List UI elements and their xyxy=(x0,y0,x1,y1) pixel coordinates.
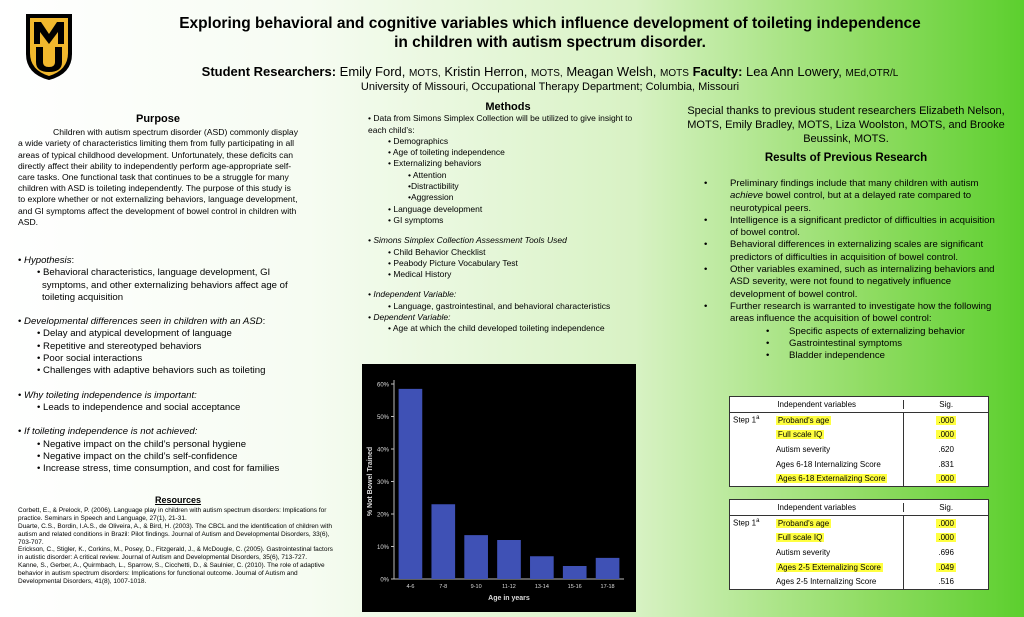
section-label: Hypothesis xyxy=(24,255,72,266)
bullet-glyph: • xyxy=(18,426,22,438)
left-bullet-sections xyxy=(18,255,308,487)
result-bullet xyxy=(700,264,1000,301)
sig-cell xyxy=(903,574,988,589)
regression-table xyxy=(729,499,989,590)
header-independent: Independent variables xyxy=(730,400,904,409)
section-item: • Increase stress, time consumption, and cost for families xyxy=(37,463,280,475)
section-label: Why toileting independence is important: xyxy=(24,389,197,401)
results-heading: Results of Previous Research xyxy=(764,152,928,164)
title-line-2: in children with autism spectrum disorder. xyxy=(394,34,706,51)
table-row xyxy=(730,574,988,589)
bar xyxy=(497,540,521,579)
variable-name: Ages 2-5 Internalizing Score xyxy=(775,577,877,587)
methods-heading: Methods xyxy=(485,101,531,113)
chart-svg xyxy=(362,364,636,612)
header-sig: Sig. xyxy=(939,502,954,512)
regression-table xyxy=(729,396,989,487)
x-tick-label: 17-18 xyxy=(600,584,615,590)
variable-cell xyxy=(773,460,903,469)
variable-name: Ages 6-18 Externalizing Score xyxy=(777,474,886,484)
bar xyxy=(563,566,587,579)
subbullet-text: Specific aspects of externalizing behavior xyxy=(789,325,965,337)
step-superscript: a xyxy=(756,415,760,422)
result-text: Other variables examined, such as internalizing behaviors and ASD severity, were not found to negatively influence development of bowel control. xyxy=(730,264,995,300)
mizzou-logo xyxy=(24,12,74,82)
item-text: Increase stress, time consumption, and cost for families xyxy=(43,463,280,475)
x-tick-label: 11-12 xyxy=(502,584,516,590)
left-section xyxy=(18,390,308,415)
table-row xyxy=(730,471,988,486)
resources-heading: Resources xyxy=(154,495,202,505)
bullet-glyph: • xyxy=(18,316,22,328)
y-tick-label: 60% xyxy=(376,382,389,389)
table-row xyxy=(730,427,988,442)
left-section xyxy=(18,426,308,475)
method-line: • Simons Simplex Collection Assessment Tools Used xyxy=(368,235,567,246)
sig-cell xyxy=(903,442,988,457)
section-heading xyxy=(18,390,308,402)
method-line: • Language, gastrointestinal, and behavioral characteristics xyxy=(388,300,611,311)
variable-cell xyxy=(773,548,903,557)
method-line: • Peabody Picture Vocabulary Test xyxy=(388,257,518,268)
variable-cell xyxy=(773,474,903,483)
reference: Erickson, C., Stigler, K., Corkins, M., Posey, D., Fitzgerald, J., & McDougle, C. (2005). Gastrointestinal factors in autistic disorder: A critical review. Journal of Autism and Developmental Disorders, 35(6), 713-727. xyxy=(18,546,333,562)
y-tick-label: 10% xyxy=(376,545,389,551)
step-superscript: a xyxy=(756,518,760,525)
result-bullet xyxy=(700,215,1000,240)
variable-name: Full scale IQ xyxy=(777,533,823,543)
section-suffix: : xyxy=(71,255,75,266)
variable-name: Ages 2-5 Externalizing Score xyxy=(777,562,882,572)
bullet-glyph: • xyxy=(704,178,708,189)
bar xyxy=(596,558,620,579)
section-label: Developmental differences seen in children with an ASD xyxy=(24,316,263,328)
bar-chart xyxy=(362,364,636,612)
result-text: Behavioral differences in externalizing scales are significant predictors of difficulties in acquisition of bowel control. xyxy=(730,239,984,263)
section-label: If toileting independence is not achieved: xyxy=(24,426,198,438)
variable-name: Ages 6-18 Internalizing Score xyxy=(775,459,881,469)
sig-cell xyxy=(903,427,988,442)
section-heading xyxy=(18,316,308,328)
header-sig: Sig. xyxy=(939,399,954,409)
subbullet-text: Bladder independence xyxy=(789,350,886,362)
sig-cell xyxy=(903,545,988,560)
y-tick-label: 50% xyxy=(376,415,389,421)
variable-name: Autism severity xyxy=(775,547,831,557)
step-cell xyxy=(730,518,773,528)
student-cred: MOTS xyxy=(660,68,689,79)
x-tick-label: 7-8 xyxy=(439,584,448,590)
purpose-text: Children with autism spectrum disorder (ASD) commonly display a wide variety of characteristics limiting them from fully participating in all areas of typical childhood development. Unfortunately, these deficits can directly affect their ability to independently perform age-appropriate self-care tasks. One functional task that continues to be a struggle for many children with ASD is toileting independently. The purpose of this study is to explore whether or not externalizing behaviors, language development, and GI symptoms affect the development of bowel control in children with ASD. xyxy=(18,127,299,227)
result-text: Preliminary findings include that many children with autism xyxy=(730,178,979,189)
bullet-glyph: • xyxy=(704,239,708,251)
bullet-glyph: • xyxy=(704,300,708,312)
result-subbullet xyxy=(700,338,1000,350)
result-emphasis: achieve xyxy=(730,190,764,202)
table-row xyxy=(730,516,988,531)
bullet-glyph: • xyxy=(704,264,708,276)
table-row xyxy=(730,457,988,472)
methods-list xyxy=(368,113,648,334)
section-heading xyxy=(18,426,308,438)
sig-value: .620 xyxy=(938,444,954,454)
section-item: • Negative impact on the child’s personal hygiene xyxy=(37,438,247,450)
bullet-glyph: • xyxy=(18,389,22,401)
sig-value: .000 xyxy=(938,474,954,484)
sig-cell xyxy=(903,471,988,486)
faculty-cred: MEd,OTR/L xyxy=(845,68,899,79)
bar xyxy=(464,535,488,579)
sig-value: .049 xyxy=(938,562,954,572)
method-line: • Language development xyxy=(388,203,483,214)
acknowledgement: Special thanks to previous student researchers Elizabeth Nelson, MOTS, Emily Bradley, MOTS, Liza Woolston, MOTS, and Brooke Beussink, MOTS. xyxy=(687,105,1005,145)
faculty-label: Faculty: xyxy=(692,64,743,79)
y-tick-label: 20% xyxy=(376,512,389,519)
step-label: Step 1 xyxy=(733,518,757,528)
spacer xyxy=(368,280,648,289)
variable-cell xyxy=(773,519,903,528)
method-line: • GI symptoms xyxy=(388,214,444,225)
variable-name: Full scale IQ xyxy=(777,430,823,440)
variable-cell xyxy=(773,533,903,542)
result-bullet xyxy=(700,178,1000,215)
author-line xyxy=(110,64,990,79)
result-subbullet xyxy=(700,350,1000,362)
table-row xyxy=(730,442,988,457)
purpose-section xyxy=(18,114,298,228)
bar xyxy=(399,389,423,579)
result-bullet xyxy=(700,301,1000,326)
result-text: Intelligence is a significant predictor of difficulties in acquisition of bowel control. xyxy=(730,214,995,239)
student-name: Kristin Herron, xyxy=(444,64,528,79)
x-tick-label: 9-10 xyxy=(470,584,482,590)
variable-name: Proband's age xyxy=(777,415,830,425)
table-row xyxy=(730,530,988,545)
variable-name: Proband's age xyxy=(777,518,830,528)
item-text: Leads to independence and social acceptance xyxy=(43,401,241,413)
method-line: • Age of toileting independence xyxy=(388,147,505,158)
variable-cell xyxy=(773,577,903,586)
bullet-glyph: • xyxy=(766,325,770,337)
table-row xyxy=(730,560,988,575)
header-independent: Independent variables xyxy=(730,503,904,512)
table-header-row xyxy=(730,500,988,516)
spacer xyxy=(368,226,648,235)
y-tick-label: 40% xyxy=(376,447,389,454)
bar xyxy=(530,556,554,579)
method-line: • Data from Simons Simplex Collection will be utilized to give insight to each child’s: xyxy=(368,113,633,135)
x-tick-label: 13-14 xyxy=(534,584,549,590)
results-list xyxy=(700,178,1000,362)
sig-value: .000 xyxy=(938,430,954,440)
x-tick-label: 4-6 xyxy=(406,584,415,590)
sig-cell xyxy=(903,530,988,545)
method-line: • Demographics xyxy=(388,135,449,146)
y-tick-label: 30% xyxy=(376,480,389,486)
left-section xyxy=(18,255,308,304)
affiliation: University of Missouri, Occupational Therapy Department; Columbia, Missouri xyxy=(360,81,740,93)
step-cell xyxy=(730,415,773,425)
section-suffix: : xyxy=(262,316,266,328)
sig-value: .516 xyxy=(938,577,954,587)
y-tick-label: 0% xyxy=(380,577,389,584)
sig-cell xyxy=(903,560,988,575)
sig-cell xyxy=(903,413,988,428)
item-text: Negative impact on the child’s personal hygiene xyxy=(43,438,247,450)
sig-value: .696 xyxy=(938,547,954,557)
table-row xyxy=(730,545,988,560)
section-item: • Challenges with adaptive behaviors such as toileting xyxy=(37,365,266,377)
faculty-name: Lea Ann Lowery, xyxy=(746,64,842,79)
bullet-glyph: • xyxy=(704,214,708,226)
reference: Duarte, C.S., Bordin, I.A.S., de Oliveira, A., & Bird, H. (2003). The CBCL and the identification of children with autism and related conditions in Brazil: Pilot findings. Journal of Autism and Developmental Disorders, 33(6), 703-707. xyxy=(18,522,332,546)
method-line: • Child Behavior Checklist xyxy=(388,246,486,257)
poster-title xyxy=(110,14,990,52)
method-line: • Independent Variable: xyxy=(368,289,457,300)
variable-cell xyxy=(773,563,903,572)
reference: Corbett, E., & Prelock, P. (2006). Language play in children with autism spectrum disorders: Implications for practice. Seminars in Speech and Language, 27(1), 21-31. xyxy=(18,506,327,522)
method-line: •Distractibility xyxy=(408,181,459,192)
item-text: Challenges with adaptive behaviors such as toileting xyxy=(43,365,266,377)
reference: Kanne, S., Gerber, A., Quirmbach, L., Sparrow, S., Cicchetti, D., & Saulnier, C. (2010). The role of adaptive behavior in autism spectrum disorders: Implications for functional outcome. Journal of Autism and Developmental Disorders, 41(8), 1007-1018. xyxy=(18,562,325,586)
student-label: Student Researchers: xyxy=(201,64,337,79)
sig-cell xyxy=(903,457,988,472)
method-line: • Age at which the child developed toileting independence xyxy=(388,323,605,334)
method-line: • Externalizing behaviors xyxy=(388,158,482,169)
result-subbullet xyxy=(700,326,1000,338)
method-line: •Aggression xyxy=(408,192,454,203)
section-item: • Behavioral characteristics, language development, GI symptoms, and other externalizing behaviors affect age of toileting acquisition xyxy=(37,267,288,303)
variable-cell xyxy=(773,445,903,454)
method-line: • Dependent Variable: xyxy=(368,312,451,323)
bullet-glyph: • xyxy=(18,255,22,266)
sig-value: .000 xyxy=(938,415,954,425)
title-line-1: Exploring behavioral and cognitive variables which influence development of toileting independence xyxy=(179,15,921,32)
variable-name: Autism severity xyxy=(775,444,831,454)
method-line: • Medical History xyxy=(388,269,452,280)
result-bullet xyxy=(700,239,1000,264)
student-name: Emily Ford, xyxy=(339,64,406,79)
student-name: Meagan Welsh, xyxy=(566,64,657,79)
methods-section xyxy=(368,102,648,335)
section-item: • Negative impact on the child’s self-confidence xyxy=(37,450,238,462)
resources-section xyxy=(18,497,338,586)
item-text: Repetitive and stereotyped behaviors xyxy=(43,340,202,352)
student-cred: MOTS, xyxy=(531,68,563,79)
sig-value: .000 xyxy=(938,518,954,528)
step-label: Step 1 xyxy=(733,415,757,425)
y-axis-title: % Not Bowel Trained xyxy=(367,446,374,517)
method-line: • Attention xyxy=(408,169,447,180)
variable-cell xyxy=(773,430,903,439)
student-cred: MOTS, xyxy=(409,68,441,79)
x-axis-title: Age in years xyxy=(488,595,530,602)
result-text: Further research is warranted to investigate how the following areas influence the acquisition of bowel control: xyxy=(730,300,992,325)
item-text: Negative impact on the child’s self-confidence xyxy=(43,450,238,462)
item-text: Poor social interactions xyxy=(43,353,143,365)
bullet-glyph: • xyxy=(766,350,770,362)
item-text: Delay and atypical development of language xyxy=(43,328,232,340)
section-item: • Poor social interactions xyxy=(37,353,143,365)
section-item: • Delay and atypical development of language xyxy=(37,328,232,340)
sig-value: .000 xyxy=(938,533,954,543)
left-section xyxy=(18,316,308,377)
section-item: • Repetitive and stereotyped behaviors xyxy=(37,340,202,352)
variable-cell xyxy=(773,416,903,425)
item-text: Behavioral characteristics, language development, GI symptoms, and other externalizing behaviors affect age of toileting acquisition xyxy=(42,267,288,303)
purpose-heading: Purpose xyxy=(135,113,180,125)
bullet-glyph: • xyxy=(766,337,770,349)
sig-value: .831 xyxy=(938,459,954,469)
section-heading xyxy=(18,255,308,267)
bar xyxy=(431,504,455,579)
result-text: bowel control, but at a delayed rate compared to neurotypical peers. xyxy=(730,190,972,214)
section-item: • Leads to independence and social acceptance xyxy=(37,401,241,413)
x-tick-label: 15-16 xyxy=(567,584,582,590)
table-row xyxy=(730,413,988,428)
table-header-row xyxy=(730,397,988,413)
sig-cell xyxy=(903,516,988,531)
subbullet-text: Gastrointestinal symptoms xyxy=(789,337,903,349)
